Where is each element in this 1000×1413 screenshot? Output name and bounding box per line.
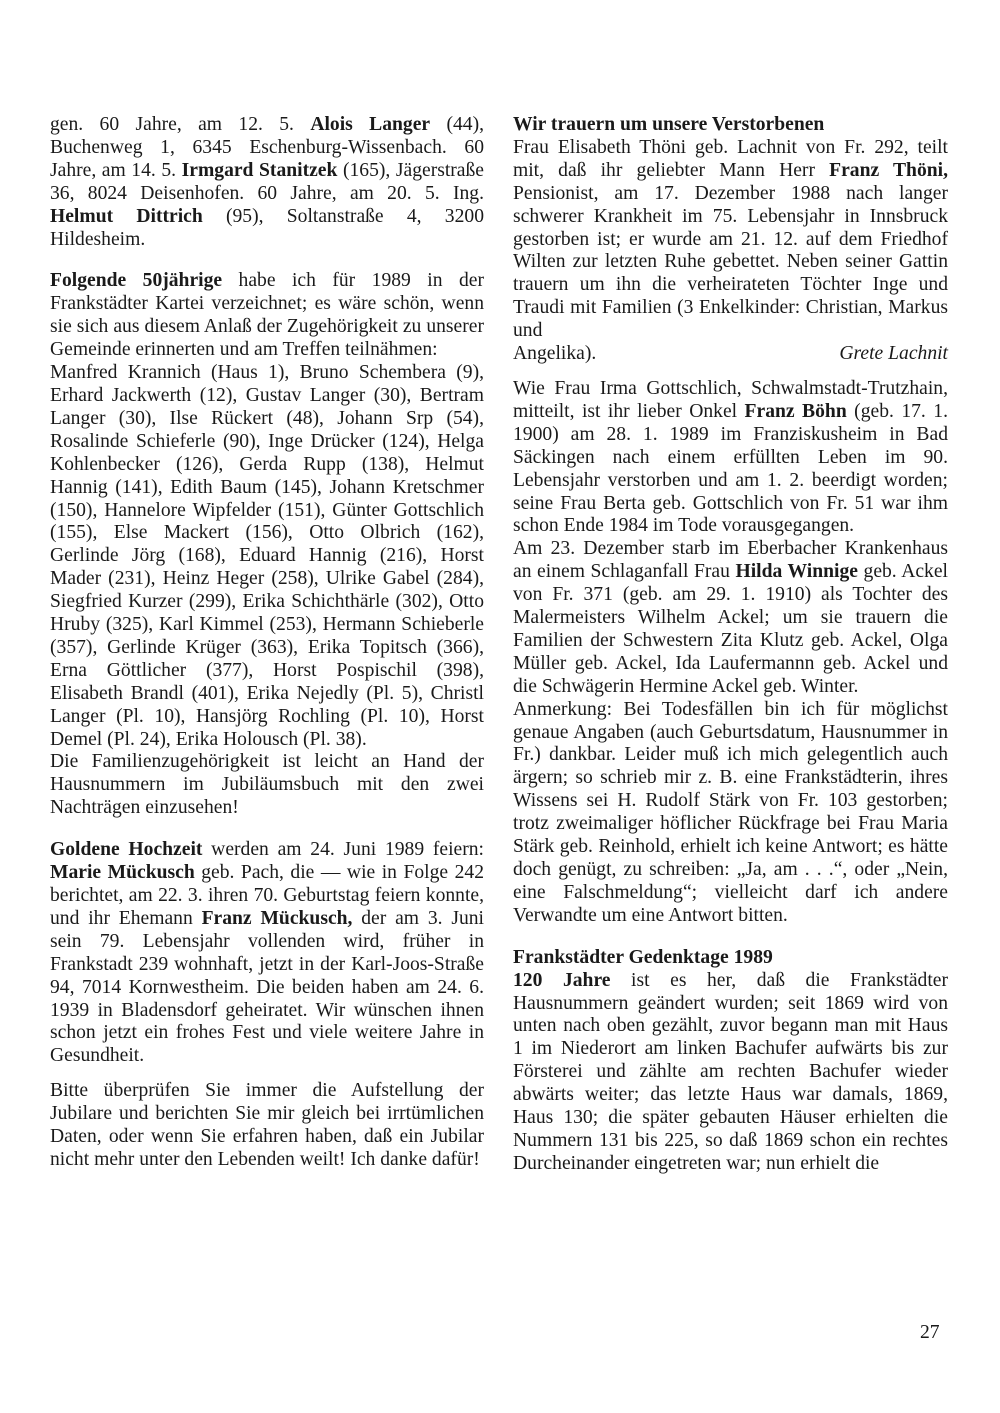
birthday-list-continuation [50,114,484,251]
text: ist es her, daß die Frankstädter Hausnummern geändert wurden; seit 1869 wird von unten nach oben gezählt, zuvor begann man mit Haus 1 im Niederort am linken Bachufer aufwärts bis zur Försterei und zählte am rechten Bachufer wieder abwärts weiter; das letzte Haus war damals, 1869, Haus 130; die später gebauten Häuser erhielten die Nummern 131 bis 225, so daß 1869 schon ein rechtes Durcheinander eingetreten war; nun erhielt die [513,969,948,1174]
obituaries-heading: Wir trauern um unsere Verstorbenen [513,114,825,135]
obituary-winnige [513,538,948,698]
name-franz-mueckusch: Franz Mückusch, [201,907,353,929]
golden-wedding-paragraph [50,839,484,1068]
text: gen. 60 Jahre, am 12. 5. [50,114,311,135]
text: Wie Frau Irma Gottschlich, Schwalmstadt-Trutzhain, mitteilt, ist ihr lieber Onkel [513,377,948,422]
signature: Grete Lachnit [839,343,948,365]
text: geb. Pach, die — wie in Folge 242 berichtet, am 22. 3. ihren 70. Geburtstag feiern konnte, und ihr Ehemann [50,862,484,929]
editor-note: Anmerkung: Bei Todesfällen bin ich für möglichst genaue Angaben (auch Geburtsdatum, Hausnummer in Fr.) dankbar. Leider muß ich mich gelegentlich auch ärgern; so schrieb mir z. B. eine Frankstädterin, ihres Wissens sei H. Rudolf Stärk von Fr. 103 gestorben; trotz zweimaliger höflicher Rückfrage bei Frau Maria Stärk geb. Reinhold, erhielt ich keine Antwort; es hätte doch genügt, zu schreiben: „Ja, am . . .“, oder „Nein, eine Falschmeldung“; vielleicht darf ich andere Verwandte um eine Antwort bitten. [513,698,948,926]
text: der am 3. Juni sein 79. Lebensjahr vollenden wird, früher in Frankstadt 239 wohnhaft, jetzt in der Karl-Joos-Straße 94, 7014 Kornwestheim. Die beiden haben am 24. 6. 1939 in Bladensdorf geheiratet. Wir wünschen ihnen schon jetzt ein frohes Fest und viele weitere Jahre in Gesundheit. [50,907,484,1067]
text: (165), Jägerstraße 36, 8024 Deisenhofen. 60 Jahre, am 20. 5. Ing. [50,159,484,204]
page-number: 27 [920,1322,940,1343]
name-franz-thoeni: Franz Thöni, [829,159,948,181]
fifty-year-olds-names: Manfred Krannich (Haus 1), Bruno Schembera (9), Erhard Jackwerth (12), Gustav Langer (30), Bertram Langer (30), Ilse Rückert (48), Johann Srp (54), Rosalinde Schieferle (90), Inge Drücker (124), Helga Kohlenbecker (126), Gerda Rupp (138), Helmut Hannig (141), Edith Baum (145), Johann Kretschmer (150), Hannelore Wipfelder (151), Günter Gottschlich (155), Else Mackert (156), Otto Olbrich (162), Gerlinde Jörg (168), Eduard Hannig (216), Horst Mader (231), Heinz Heger (258), Ulrike Gabel (284), Siegfried Kurzer (299), Erika Schichthärle (302), Otto Hruby (325), Karl Kimmel (253), Hermann Schieberle (357), Gerlinde Krüger (363), Erika Topitsch (366), Erna Göttlicher (377), Horst Pospischil (398), Elisabeth Brandl (401), Erika Nejedly (Pl. 5), Christl Langer (Pl. 10), Hansjörg Rochling (Pl. 10), Horst Demel (Pl. 24), Erika Holousch (Pl. 38). [50,362,484,750]
family-note: Die Familienzugehörigkeit ist leicht an Hand der Hausnummern im Jubiläumsbuch mit den zwei Nachträgen einzusehen! [50,751,484,819]
name-franz-boehn: Franz Böhn [744,400,847,422]
name-alois-langer: Alois Langer [310,114,431,135]
text: Frau Elisabeth Thöni geb. Lachnit von Fr. 292, teilt mit, daß ihr geliebter Mann Herr [513,136,948,181]
section-lead: Folgende 50jährige [50,270,223,292]
text: geb. Ackel von Fr. 371 (geb. am 29. 1. 1910) als Tochter des Malermeisters Wilhelm Ackel; um sie trauern die Familien der Schwestern Zita Klutz geb. Ackel, Olga Müller geb. Ackel, Ida Laufermannn geb. Ackel und die Schwägerin Hermine Ackel geb. Winter. [513,561,948,697]
name-irmgard-stanitzek: Irmgard Stanitzek [181,159,338,181]
name-hilda-winnige: Hilda Winnige [735,561,858,583]
text: habe ich für 1989 in der Frankstädter Kartei verzeichnet; es wäre schön, wenn sie sich aus diesem Anlaß der Zugehörigkeit zu unserer Gemeinde erinnerten und am Treffen teilnähmen: [50,270,484,361]
fifty-year-olds-paragraph [50,270,484,362]
text: (44), Buchenweg 1, 6345 Eschenburg-Wissenbach. 60 Jahre, am 14. 5. [50,114,484,181]
section-lead: 120 Jahre [513,969,611,991]
text: (95), Soltanstraße 4, 3200 Hildesheim. [50,205,484,250]
text: Pensionist, am 17. Dezember 1988 nach langer schwerer Krankheit im 75. Lebensjahr in Innsbruck gestorben ist; er wurde am 21. 12. auf dem Friedhof Wilten zur letzten Ruhe gebettet. Neben seiner Gattin trauern um ihn die verheirateten Töchter Inge und Traudi mit Familien (3 Enkelkinder: Christian, Markus und [513,182,948,342]
right-column [513,114,948,1176]
obituary-thoeni [513,137,948,343]
name-marie-mueckusch: Marie Mückusch [50,862,195,884]
memorial-120-years [513,970,948,1176]
memorial-days-heading: Frankstädter Gedenktage 1989 [513,946,773,968]
text: Angelika). [513,343,597,365]
text: werden am 24. Juni 1989 feiern: [202,839,484,861]
left-column [50,114,484,1172]
section-lead: Goldene Hochzeit [50,839,203,861]
name-helmut-dittrich: Helmut Dittrich [50,205,203,227]
request-paragraph: Bitte überprüfen Sie immer die Aufstellung der Jubilare und berichten Sie mir gleich bei irrtümlichen Daten, oder wenn Sie erfahren haben, daß ein Jubilar nicht mehr unter den Lebenden weilt! Ich danke dafür! [50,1080,484,1170]
text: Am 23. Dezember starb im Eberbacher Krankenhaus an einem Schlaganfall Frau [513,538,948,583]
obituary-boehn [513,378,948,538]
text: (geb. 17. 1. 1900) am 28. 1. 1989 im Franziskusheim in Bad Säckingen nach einem erfüllten Leben im 90. Lebensjahr verstorben und am 1. 2. beerdigt worden; seine Frau Berta geb. Gottschlich von Fr. 51 war ihm schon Ende 1984 im Tode vorausgegangen. [513,400,948,537]
signature-line [513,343,948,366]
